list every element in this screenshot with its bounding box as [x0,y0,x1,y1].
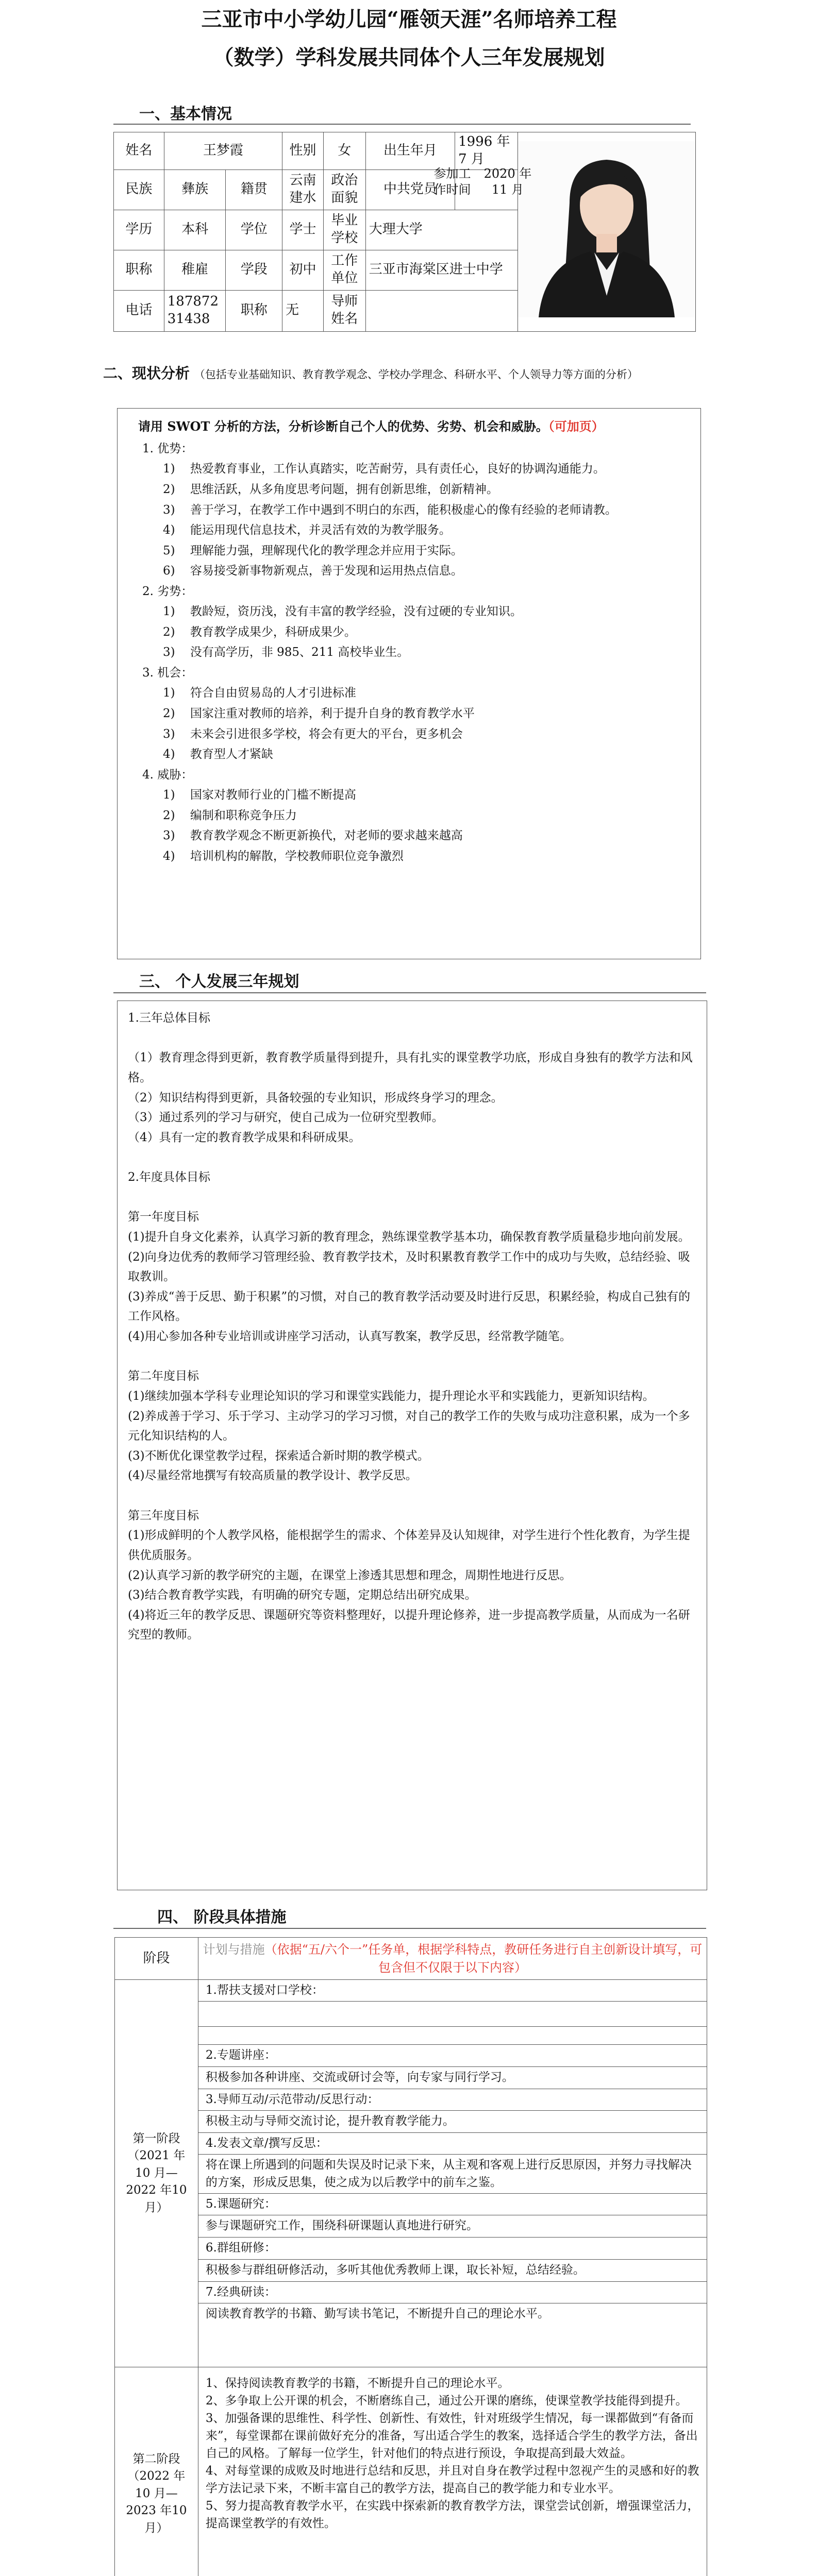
stage1-content [198,1980,707,2367]
plan-line: (2)认真学习新的教学研究的主题，在课堂上渗透其思想和理念，周期性地进行反思。 [128,1568,572,1582]
swot-line: 2) 国家注重对教师的培养，利于提升自身的教育教学水平 [163,706,475,720]
stage1-label: 第一阶段（2021 年10 月—2022 年10 月） [115,1980,198,2367]
politics-value: 中共党员 [365,170,455,210]
plan-line [128,1347,696,1367]
stage1-item-body: 参与课题研究工作，围绕科研课题认真地进行研究。 [205,2219,478,2233]
section3-title: 三、 个人发展三年规划 [139,973,299,991]
rank-label: 职称 [226,290,282,331]
swot-list [138,439,680,867]
document-title-line1: 三亚市中小学幼儿园“雁领天涯”名师培养工程 [201,7,617,31]
section3-underline [113,992,706,993]
birth-value: 1996 年 7 月 [455,132,518,170]
swot-line: 6) 容易接受新事物新观点，善于发现和运用热点信息。 [163,564,463,578]
basic-info-table [113,132,696,332]
title-value: 稚雇 [164,250,226,290]
swot-box [117,408,701,959]
plan-list [128,1008,696,1645]
swot-line: 5) 理解能力强，理解现代化的教学理念并应用于实际。 [163,544,463,557]
stage2-line: 5、努力提高教育教学水平，在实践中探索新的教育教学方法，课堂尝试创新，增强课堂活力，提高课堂教学的有效性。 [205,2499,699,2531]
plan-box [117,1001,707,1890]
stage1-item-body: 积极主动与导师交流讨论，提升教育教学能力。 [205,2114,455,2128]
plan-line: 第二年度目标 [128,1369,199,1383]
plan-line [128,1188,696,1208]
name-label: 姓名 [114,132,164,170]
name-value: 王梦霞 [164,132,282,170]
swot-line: 4. 威胁： [142,768,193,782]
stage1-item-body [198,2002,707,2027]
section1-underline [113,124,691,125]
stage1-item-body: 阅读教育教学的书籍、勤写读书笔记，不断提升自己的理论水平。 [205,2307,549,2321]
phone-label: 电话 [114,290,164,331]
stage1-item-heading: 2.专题讲座： [198,2044,707,2066]
document-title-line2: （数学）学科发展共同体个人三年发展规划 [213,45,605,70]
worktime-label: 参加工作时间 [433,166,471,197]
swot-line: 4) 能运用现代信息技术，并灵活有效的为教学服务。 [163,523,451,537]
rank-value: 无 [282,290,324,331]
plan-line: （4）具有一定的教育教学成果和科研成果。 [128,1130,361,1144]
ethnic-label: 民族 [114,170,164,210]
photo-cell [517,132,695,332]
phone-value: 18787231438 [164,290,226,331]
stage2-label: 第二阶段（2022 年10 月—2023 年10 月） [115,2367,198,2576]
stage1-item-heading: 7.经典研读： [198,2281,707,2303]
section4-title: 四、 阶段具体措施 [157,1908,287,1926]
title-label: 职称 [114,250,164,290]
unit-label: 工作单位 [323,250,365,290]
plan-line: （3）通过系列的学习与研究，使自己成为一位研究型教师。 [128,1111,444,1125]
plan-line: (4)将近三年的教学反思、课题研究等资料整理好，以提升理论修养，进一步提高教学质量，从而成为一名研究型的教师。 [128,1608,690,1642]
swot-line: 4) 教育型人才紧缺 [163,748,273,761]
section2-heading [103,364,722,383]
stage1-item-heading: 3.导师互动/示范带动/反思行动： [198,2089,707,2111]
unit-value: 三亚市海棠区进士中学 [365,250,517,290]
section2-note: （包括专业基础知识、教育教学观念、学校办学理念、科研水平、个人领导力等方面的分析） [194,368,638,381]
portrait-photo [518,141,695,317]
swot-line: 4) 培训机构的解散，学校教师职位竞争激烈 [163,849,404,863]
swot-line: 3) 未来会引进很多学校，将会有更大的平台，更多机会 [163,727,463,741]
swot-line: 2) 编制和职称竞争压力 [163,808,297,822]
worktime-value: 2020 年 11 月 [483,166,532,197]
native-label: 籍贯 [226,170,282,210]
degree-value: 学士 [282,210,324,250]
plan-line: (2)养成善于学习、乐于学习、主动学习的学习习惯，对自己的教学工作的失败与成功注意积累，成为一个多元化知识结构的人。 [128,1409,690,1443]
stage2-line: 2、多争取上公开课的机会，不断磨练自己，通过公开课的磨练，使课堂教学技能得到提升。 [205,2394,688,2408]
stage1-list [198,1980,707,2325]
swot-line: 2) 教育教学成果少，科研成果少。 [163,625,356,639]
stage2-list [206,2375,699,2532]
stage1-item-body: 积极参与群组研修活动，多听其他优秀教师上课，取长补短，总结经验。 [205,2263,585,2277]
stage1-item-body: 积极参加各种讲座、交流或研讨会等，向专家与同行学习。 [205,2070,514,2084]
stage1-item-heading: 4.发表文章/撰写反思： [198,2132,707,2155]
plan-line [128,1486,696,1506]
plan-line: (1)提升自身文化素养，认真学习新的教育理念，熟练课堂教学基本功，确保教育教学质量稳步地向前发展。 [128,1230,690,1244]
education-value: 本科 [164,210,226,250]
swot-line: 1) 热爱教育事业，工作认真踏实，吃苦耐劳，具有责任心，良好的协调沟通能力。 [163,462,605,476]
stage1-item-heading: 6.群组研修： [198,2237,707,2259]
ethnic-value: 彝族 [164,170,226,210]
stage2-line: 3、加强备课的思维性、科学性、创新性、有效性，针对班级学生情况，每一课都做到“有备而来”，每堂课都在课前做好充分的准备，写出适合学生的教案，选择适合学生的教学方法，备出自己的风格。了解每一位学生，针对他们的特点进行预设，争取提高到最大效益。 [205,2412,698,2461]
stage2-line: 4、对每堂课的成败及时地进行总结和反思，并且对自身在教学过程中忽视产生的灵感和好的教学方法记录下来，不断丰富自己的教学方法，提高自己的教学能力和专业水平。 [205,2464,699,2496]
birth-label: 出生年月 [365,132,455,170]
plan-line: 2.年度具体目标 [128,1171,210,1184]
plan-line: (1)形成鲜明的个人教学风格，能根据学生的需求、个体差异及认知规律，对学生进行个性化教育，为学生提供优质服务。 [128,1529,690,1562]
school-label: 毕业学校 [323,210,365,250]
education-label: 学历 [114,210,164,250]
stage-label: 学段 [226,250,282,290]
swot-line: 3) 没有高学历，非 985、211 高校毕业生。 [163,646,409,659]
politics-label: 政治面貌 [323,170,365,210]
section1-title: 一、基本情况 [139,105,232,123]
stage-table [114,1937,707,2576]
swot-line: 1) 国家对教师行业的门槛不断提高 [163,788,356,802]
degree-label: 学位 [226,210,282,250]
plan-line: 第一年度目标 [128,1210,199,1224]
gender-value: 女 [323,132,365,170]
stage2-content [198,2367,707,2576]
plan-line: (4)用心参加各种专业培训或讲座学习活动，认真写教案，教学反思，经常教学随笔。 [128,1330,572,1343]
mentor-value [365,290,517,331]
plan-line: 1.三年总体目标 [128,1011,210,1025]
plan-line: (3)养成“善于反思、勤于积累”的习惯，对自己的教育教学活动要及时进行反思，积累经验，构成自己独有的工作风格。 [128,1290,691,1324]
school-value: 大理大学 [365,210,517,250]
plan-line: 第三年度目标 [128,1509,199,1522]
stage-value: 初中 [282,250,324,290]
plan-line: (3)不断优化课堂教学过程，探索适合新时期的教学模式。 [128,1449,429,1463]
plan-line: (1)继续加强本学科专业理论知识的学习和课堂实践能力，提升理论水平和实践能力，更新知识结构。 [128,1389,655,1403]
swot-line: 2. 劣势： [142,584,193,598]
stage-header: 阶段 [115,1938,198,1980]
stage1-item-heading: 1.帮扶支援对口学校： [198,1980,707,2002]
plan-line [128,1147,696,1167]
plan-line: (4)尽量经常地撰写有较高质量的教学设计、教学反思。 [128,1469,418,1483]
swot-line: 1) 符合自由贸易岛的人才引进标准 [163,686,356,700]
section2-title: 二、现状分析 [103,365,190,382]
gender-label: 性别 [282,132,324,170]
swot-line: 3) 善于学习，在教学工作中遇到不明白的东西，能积极虚心的像有经验的老师请教。 [163,503,617,517]
stage1-item-heading: 5.课题研究： [198,2193,707,2215]
stage1-item-body: 将在课上所遇到的问题和失误及时记录下来，从主观和客观上进行反思原因，并努力寻找解决的方案，形成反思集，使之成为以后教学中的前车之鉴。 [205,2158,692,2189]
plan-line [128,1028,696,1048]
plan-line: （1）教育理念得到更新，教育教学质量得到提升，具有扎实的课堂教学功底，形成自身独有的教学方法和风格。 [128,1051,693,1084]
plan-line: (3)结合教育教学实践，有明确的研究专题，定期总结出研究成果。 [128,1588,477,1602]
mentor-label: 导师姓名 [323,290,365,331]
plan-line: (2)向身边优秀的教师学习管理经验、教育教学技术，及时积累教育教学工作中的成功与失败，总结经验、吸取教训。 [128,1250,690,1284]
swot-line: 1. 优势： [142,442,193,455]
plan-header: 计划与措施（依据“五/六个一”任务单，根据学科特点，教研任务进行自主创新设计填写，可包含但不仅限于以下内容） [198,1938,707,1980]
swot-line: 1) 教龄短，资历浅，没有丰富的教学经验，没有过硬的专业知识。 [163,605,522,619]
stage2-line: 1、保持阅读教育教学的书籍，不断提升自己的理论水平。 [205,2377,510,2390]
section4-underline [113,1928,706,1929]
swot-line: 3. 机会： [142,666,193,680]
swot-intro: 请用 SWOT 分析的方法，分析诊断自己个人的优势、劣势、机会和威胁。（可加页） [138,419,604,434]
native-value: 云南建水 [282,170,324,210]
plan-line: （2）知识结构得到更新，具备较强的专业知识，形成终身学习的理念。 [128,1091,503,1105]
swot-line: 3) 教育教学观念不断更新换代，对老师的要求越来越高 [163,829,463,843]
swot-line: 2) 思维活跃，从多角度思考问题，拥有创新思维，创新精神。 [163,482,498,496]
